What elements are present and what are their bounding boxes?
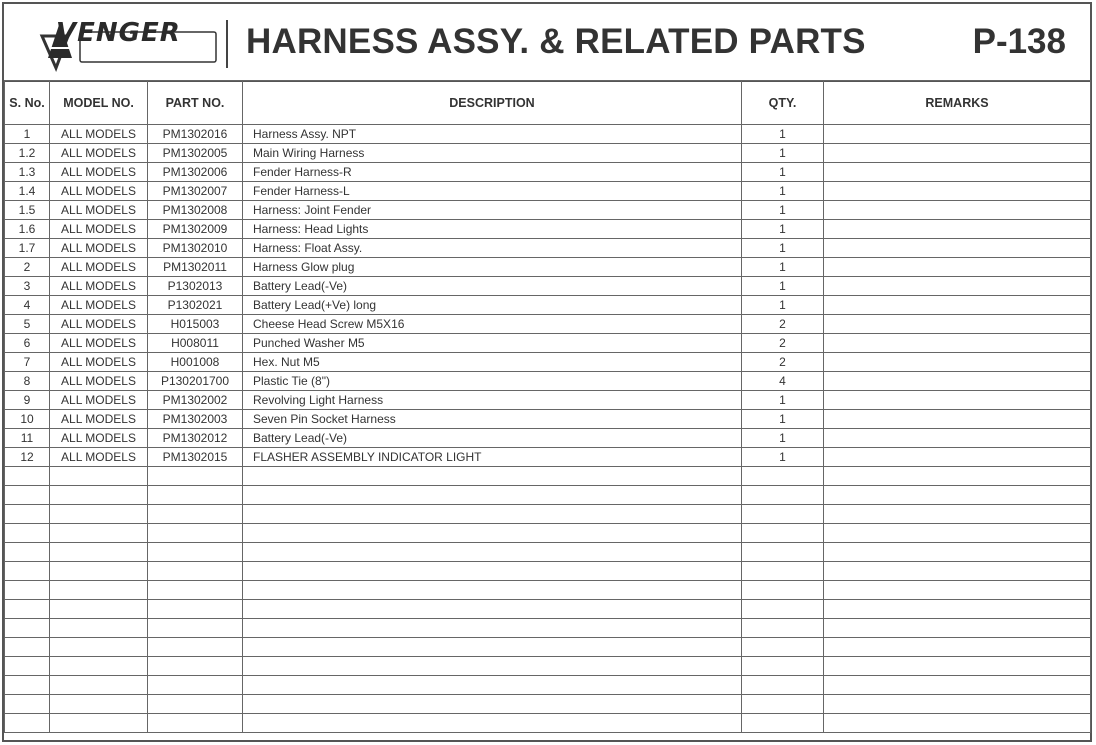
cell-model <box>50 638 148 657</box>
cell-qty: 1 <box>742 258 824 277</box>
cell-part: PM1302009 <box>148 220 243 239</box>
cell-qty: 1 <box>742 277 824 296</box>
cell-sno <box>5 467 50 486</box>
cell-description <box>243 638 742 657</box>
cell-description: Harness: Float Assy. <box>243 239 742 258</box>
cell-remarks <box>824 543 1091 562</box>
cell-model <box>50 695 148 714</box>
cell-qty <box>742 543 824 562</box>
table-row <box>5 372 1091 391</box>
column-header-model: MODEL NO. <box>50 81 148 125</box>
cell-model <box>50 657 148 676</box>
cell-part: PM1302016 <box>148 125 243 144</box>
cell-remarks <box>824 410 1091 429</box>
cell-sno <box>5 619 50 638</box>
cell-remarks <box>824 638 1091 657</box>
cell-description: Harness Glow plug <box>243 258 742 277</box>
table-row <box>5 695 1091 714</box>
table-row <box>5 486 1091 505</box>
table-row <box>5 334 1091 353</box>
cell-model <box>50 714 148 733</box>
cell-sno <box>5 676 50 695</box>
cell-qty <box>742 486 824 505</box>
cell-model <box>50 467 148 486</box>
cell-part <box>148 714 243 733</box>
cell-description <box>243 619 742 638</box>
cell-sno <box>5 486 50 505</box>
cell-part: P130201700 <box>148 372 243 391</box>
cell-sno: 8 <box>5 372 50 391</box>
cell-remarks <box>824 486 1091 505</box>
cell-remarks <box>824 524 1091 543</box>
cell-description: Battery Lead(-Ve) <box>243 429 742 448</box>
cell-sno: 1.6 <box>5 220 50 239</box>
cell-sno: 12 <box>5 448 50 467</box>
cell-remarks <box>824 714 1091 733</box>
column-header-qty: QTY. <box>742 81 824 125</box>
cell-sno: 1.7 <box>5 239 50 258</box>
page-frame <box>2 2 1092 742</box>
cell-remarks <box>824 676 1091 695</box>
column-header-sno: S. No. <box>5 81 50 125</box>
cell-qty <box>742 714 824 733</box>
cell-description <box>243 524 742 543</box>
cell-model: ALL MODELS <box>50 334 148 353</box>
cell-model: ALL MODELS <box>50 391 148 410</box>
page-number: P-138 <box>972 22 1066 61</box>
cell-description <box>243 543 742 562</box>
table-row <box>5 429 1091 448</box>
cell-sno: 1.3 <box>5 163 50 182</box>
cell-part: PM1302012 <box>148 429 243 448</box>
cell-part: P1302021 <box>148 296 243 315</box>
table-row <box>5 448 1091 467</box>
cell-remarks <box>824 353 1091 372</box>
cell-model: ALL MODELS <box>50 182 148 201</box>
table-row <box>5 220 1091 239</box>
cell-part <box>148 657 243 676</box>
cell-description: Harness: Head Lights <box>243 220 742 239</box>
cell-model <box>50 543 148 562</box>
cell-description <box>243 505 742 524</box>
cell-description: Plastic Tie (8") <box>243 372 742 391</box>
parts-table <box>4 80 1091 733</box>
cell-sno: 4 <box>5 296 50 315</box>
cell-sno: 1.4 <box>5 182 50 201</box>
cell-qty: 2 <box>742 334 824 353</box>
cell-remarks <box>824 220 1091 239</box>
cell-description: Battery Lead(-Ve) <box>243 277 742 296</box>
table-row <box>5 182 1091 201</box>
cell-remarks <box>824 258 1091 277</box>
cell-qty: 1 <box>742 410 824 429</box>
cell-model <box>50 524 148 543</box>
cell-sno <box>5 505 50 524</box>
cell-description: Fender Harness-R <box>243 163 742 182</box>
cell-remarks <box>824 125 1091 144</box>
cell-part <box>148 486 243 505</box>
cell-qty: 1 <box>742 201 824 220</box>
cell-remarks <box>824 391 1091 410</box>
cell-sno: 3 <box>5 277 50 296</box>
cell-model <box>50 600 148 619</box>
cell-description <box>243 581 742 600</box>
cell-qty <box>742 600 824 619</box>
cell-part <box>148 695 243 714</box>
cell-model <box>50 581 148 600</box>
cell-remarks <box>824 239 1091 258</box>
cell-sno <box>5 638 50 657</box>
cell-remarks <box>824 429 1091 448</box>
cell-model: ALL MODELS <box>50 410 148 429</box>
cell-part <box>148 524 243 543</box>
table-body <box>5 125 1091 733</box>
cell-description: Main Wiring Harness <box>243 144 742 163</box>
cell-description: Hex. Nut M5 <box>243 353 742 372</box>
cell-model: ALL MODELS <box>50 429 148 448</box>
cell-sno: 1.2 <box>5 144 50 163</box>
cell-sno <box>5 581 50 600</box>
cell-part <box>148 581 243 600</box>
cell-qty: 1 <box>742 220 824 239</box>
cell-sno: 2 <box>5 258 50 277</box>
cell-remarks <box>824 581 1091 600</box>
cell-model: ALL MODELS <box>50 296 148 315</box>
cell-qty <box>742 676 824 695</box>
table-row <box>5 581 1091 600</box>
cell-sno: 6 <box>5 334 50 353</box>
cell-model: ALL MODELS <box>50 353 148 372</box>
cell-part: PM1302015 <box>148 448 243 467</box>
cell-remarks <box>824 296 1091 315</box>
cell-remarks <box>824 315 1091 334</box>
cell-part <box>148 467 243 486</box>
cell-remarks <box>824 695 1091 714</box>
table-row <box>5 543 1091 562</box>
cell-qty <box>742 562 824 581</box>
cell-remarks <box>824 372 1091 391</box>
cell-part <box>148 600 243 619</box>
cell-remarks <box>824 448 1091 467</box>
cell-part <box>148 676 243 695</box>
table-row <box>5 296 1091 315</box>
table-row <box>5 638 1091 657</box>
cell-description <box>243 714 742 733</box>
cell-sno <box>5 600 50 619</box>
cell-description: Revolving Light Harness <box>243 391 742 410</box>
cell-sno <box>5 524 50 543</box>
cell-model <box>50 619 148 638</box>
header-divider <box>226 20 228 68</box>
cell-part: H008011 <box>148 334 243 353</box>
cell-part <box>148 638 243 657</box>
cell-part: PM1302008 <box>148 201 243 220</box>
column-header-part: PART NO. <box>148 81 243 125</box>
cell-sno <box>5 695 50 714</box>
cell-part: PM1302011 <box>148 258 243 277</box>
table-row <box>5 714 1091 733</box>
table-row <box>5 391 1091 410</box>
cell-description <box>243 486 742 505</box>
table-row <box>5 619 1091 638</box>
cell-description: Battery Lead(+Ve) long <box>243 296 742 315</box>
cell-model <box>50 486 148 505</box>
page-title: HARNESS ASSY. & RELATED PARTS <box>246 22 866 61</box>
table-row <box>5 505 1091 524</box>
cell-description <box>243 657 742 676</box>
cell-model: ALL MODELS <box>50 315 148 334</box>
cell-part <box>148 562 243 581</box>
logo-wordmark: VENGER <box>56 18 181 48</box>
cell-remarks <box>824 657 1091 676</box>
column-header-remarks: REMARKS <box>824 81 1091 125</box>
cell-description <box>243 562 742 581</box>
cell-sno: 9 <box>5 391 50 410</box>
cell-remarks <box>824 163 1091 182</box>
table-row <box>5 125 1091 144</box>
cell-remarks <box>824 600 1091 619</box>
table-row <box>5 657 1091 676</box>
table-row <box>5 201 1091 220</box>
cell-part: PM1302006 <box>148 163 243 182</box>
table-row <box>5 353 1091 372</box>
page-header <box>4 4 1090 82</box>
cell-qty: 1 <box>742 239 824 258</box>
table-row <box>5 239 1091 258</box>
table-row <box>5 163 1091 182</box>
cell-part: H015003 <box>148 315 243 334</box>
cell-model <box>50 562 148 581</box>
cell-sno: 11 <box>5 429 50 448</box>
cell-description: Cheese Head Screw M5X16 <box>243 315 742 334</box>
cell-part: PM1302003 <box>148 410 243 429</box>
cell-remarks <box>824 505 1091 524</box>
cell-qty: 1 <box>742 429 824 448</box>
cell-sno <box>5 657 50 676</box>
cell-remarks <box>824 277 1091 296</box>
cell-model: ALL MODELS <box>50 220 148 239</box>
cell-sno <box>5 562 50 581</box>
cell-model <box>50 505 148 524</box>
cell-qty: 1 <box>742 163 824 182</box>
cell-part: PM1302010 <box>148 239 243 258</box>
cell-qty <box>742 581 824 600</box>
cell-description: Seven Pin Socket Harness <box>243 410 742 429</box>
cell-model: ALL MODELS <box>50 163 148 182</box>
cell-description <box>243 467 742 486</box>
cell-qty <box>742 505 824 524</box>
column-header-description: DESCRIPTION <box>243 81 742 125</box>
cell-qty <box>742 467 824 486</box>
cell-qty: 1 <box>742 144 824 163</box>
cell-qty: 1 <box>742 391 824 410</box>
table-row <box>5 410 1091 429</box>
cell-description: Punched Washer M5 <box>243 334 742 353</box>
table-row <box>5 467 1091 486</box>
cell-part <box>148 505 243 524</box>
table-row <box>5 258 1091 277</box>
cell-sno: 1.5 <box>5 201 50 220</box>
cell-model: ALL MODELS <box>50 448 148 467</box>
cell-remarks <box>824 562 1091 581</box>
cell-part: P1302013 <box>148 277 243 296</box>
cell-remarks <box>824 201 1091 220</box>
cell-sno <box>5 543 50 562</box>
cell-qty <box>742 638 824 657</box>
cell-qty <box>742 524 824 543</box>
cell-sno: 10 <box>5 410 50 429</box>
cell-qty: 1 <box>742 182 824 201</box>
cell-qty <box>742 695 824 714</box>
cell-qty: 4 <box>742 372 824 391</box>
table-row <box>5 562 1091 581</box>
cell-remarks <box>824 467 1091 486</box>
cell-model: ALL MODELS <box>50 239 148 258</box>
cell-qty <box>742 657 824 676</box>
cell-sno <box>5 714 50 733</box>
cell-part <box>148 543 243 562</box>
cell-model: ALL MODELS <box>50 372 148 391</box>
cell-remarks <box>824 334 1091 353</box>
cell-description: FLASHER ASSEMBLY INDICATOR LIGHT <box>243 448 742 467</box>
cell-qty: 1 <box>742 448 824 467</box>
cell-part: H001008 <box>148 353 243 372</box>
table-header-row <box>5 81 1091 125</box>
table-row <box>5 144 1091 163</box>
cell-model: ALL MODELS <box>50 125 148 144</box>
cell-description: Fender Harness-L <box>243 182 742 201</box>
cell-sno: 5 <box>5 315 50 334</box>
cell-qty: 2 <box>742 353 824 372</box>
cell-remarks <box>824 182 1091 201</box>
cell-qty: 1 <box>742 296 824 315</box>
cell-description <box>243 600 742 619</box>
cell-model: ALL MODELS <box>50 277 148 296</box>
table-row <box>5 315 1091 334</box>
cell-qty <box>742 619 824 638</box>
cell-part <box>148 619 243 638</box>
cell-part: PM1302002 <box>148 391 243 410</box>
cell-qty: 2 <box>742 315 824 334</box>
cell-remarks <box>824 144 1091 163</box>
cell-sno: 1 <box>5 125 50 144</box>
cell-model: ALL MODELS <box>50 201 148 220</box>
cell-description: Harness Assy. NPT <box>243 125 742 144</box>
cell-description <box>243 695 742 714</box>
cell-remarks <box>824 619 1091 638</box>
cell-qty: 1 <box>742 125 824 144</box>
cell-description <box>243 676 742 695</box>
cell-model <box>50 676 148 695</box>
cell-sno: 7 <box>5 353 50 372</box>
cell-model: ALL MODELS <box>50 144 148 163</box>
table-row <box>5 524 1091 543</box>
table-row <box>5 600 1091 619</box>
cell-model: ALL MODELS <box>50 258 148 277</box>
cell-part: PM1302007 <box>148 182 243 201</box>
cell-part: PM1302005 <box>148 144 243 163</box>
table-row <box>5 676 1091 695</box>
cell-description: Harness: Joint Fender <box>243 201 742 220</box>
table-row <box>5 277 1091 296</box>
